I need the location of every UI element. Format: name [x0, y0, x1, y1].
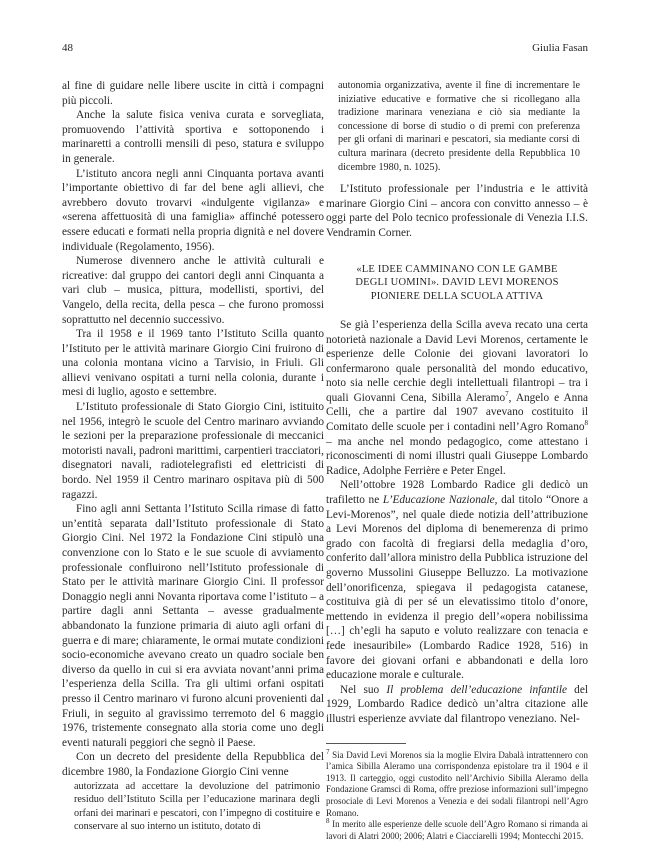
footnote-ref-7[interactable]: 7	[505, 390, 509, 399]
paragraph: al fine di guidare nelle libere uscite in città i compagni più piccoli.	[62, 80, 324, 107]
section-heading-line: DEGLI UOMINI». DAVID LEVI MORENOS	[355, 277, 559, 289]
left-column	[62, 79, 324, 834]
section-heading-line: «LE IDEE CAMMINANO CON LE GAMBE	[356, 263, 558, 275]
paragraph: L’Istituto professionale per l’industria e le attività marinare Giorgio Cini – ancora con convitto annesso – è oggi parte del Polo tecnico professionale di Venezia I.I.S. Vendramin Corner.	[326, 183, 588, 239]
footnote-8: $^8$ In merito alle esperienze delle scuole dell’Agro Romano si rimanda ai lavori di Alatri 2000; 2006; Alatri e Ciacciarelli 1994; Montecchi 2015.	[326, 817, 588, 841]
footnotes	[326, 747, 588, 842]
paragraph: Con un decreto del presidente della Repubblica del dicembre 1980, la Fondazione Giorgio Cini venne	[62, 751, 324, 778]
book-title: Il problema dell’educazione infantile	[386, 683, 567, 696]
right-column	[326, 79, 588, 842]
block-quote: autorizzata ad accettare la devoluzione del patrimonio residuo dell’Istituto Scilla per l’educazione marinara degli orfani dei marinari e pescatori, con l’impegno di costituire e conservare al suo interno un istituto, dotato di	[74, 780, 320, 833]
paragraph: Fino agli anni Settanta l’Istituto Scilla rimase di fatto un’entità separata dall’Istituto professionale di Stato Giorgio Cini. Nel 1972 la Fondazione Cini stipulò una convenzione con lo Stato e le sue scuole di avviamento professionale confluirono nell’Istituto professionale di Stato per le attività marinare Giorgio Cini. Il professor Donaggio negli anni Novanta riportava come l’istituto – a partire dagli anni Settanta – avesse gradualmente abbandonato la funzione primaria di aiuto agli orfani di guerra e di mare; chiaramente, le ormai mutate condizioni socio-economiche avevano creato un quadro sociale ben diverso da quello in cui si era avviata novant’anni prima l’esperienza della Scilla. Tra gli ultimi orfani ospitati presso il Centro marinaro vi furono alcuni provenienti dal Friuli, in seguito al gravissimo terremoto del 6 maggio 1976, tristemente consegnato alla storia come uno degli eventi naturali peggiori che segnò il Paese.	[62, 503, 324, 749]
journal-title: L’Educazione Nazionale	[382, 494, 495, 507]
paragraph: Nell’ottobre 1928 Lombardo Radice gli dedicò un trafiletto ne L’Educazione Nazionale, dal titolo “Onore a Levi-Morenos”, nel quale diede notizia dell’attribuzione a Levi Morenos del diploma di benemerenza di primo grado con facoltà di fregiarsi della medaglia d’oro, conferito dall’allora ministro della Pubblica istruzione del governo Mussolini Giuseppe Belluzzo. La motivazione dell’onorificenza, spiegava il pedagogista catanese, costituiva già di per sé un elevatissimo titolo d’onore, mettendo in evidenza il pregio dell’«opera nobilissima […] ch’egli ha saputo e voluto realizzare con tenacia e fede inesauribile» (Lombardo Radice 1928, 516) in favore dei giovani orfani e abbandonati e della loro educazione morale e culturale.	[326, 479, 588, 682]
footnote-rule	[326, 743, 406, 744]
paragraph: L’istituto ancora negli anni Cinquanta portava avanti l’importante obiettivo di far del bene agli allievi, che avrebbero dovuto trovarvi «indulgente vigilanza» e «serena affettuosità di una famiglia» affinché potessero essere educati e formati nella propria dignità e nel dovere individuale (Regolamento, 1956).	[62, 167, 324, 253]
section-heading-line: PIONIERE DELLA SCUOLA ATTIVA	[370, 291, 544, 303]
page-number: 48	[62, 42, 73, 54]
paragraph: L’Istituto professionale di Stato Giorgio Cini, istituito nel 1956, integrò le scuole del Centro marinaro avviando le sezioni per la preparazione professionale di meccanici motoristi navali, padroni marittimi, carpentieri tracciatori, disegnatori navali, radiotelegrafisti ed elettricisti di bordo. Nel 1959 il Centro marinaro ospitava più di 500 ragazzi.	[62, 401, 324, 501]
section-heading	[326, 263, 588, 304]
paragraph: Nel suo Il problema dell’educazione infantile del 1929, Lombardo Radice dedicò un’altra citazione alle illustri esperienze avviate dal filantropo veneziano. Nel-	[326, 683, 588, 725]
paragraph: Numerose divennero anche le attività culturali e ricreative: dal gruppo dei cantori degli anni Cinquanta a vari club – musica, pittura, modellisti, sportivi, del Vangelo, della recita, della pesca – che furono promossi soprattutto nel decennio successivo.	[62, 255, 324, 326]
paragraph: Anche la salute fisica veniva curata e sorvegliata, promuovendo l’attività sportiva e sottoponendo i marinaretti a controlli mensili di peso, statura e sviluppo in generale.	[62, 109, 324, 165]
paragraph: Se già l’esperienza della Scilla aveva recato una certa notorietà nazionale a David Levi Morenos, certamente le esperienze delle Colonie dei giovani lavoratori lo confermarono quale personalità del mondo educativo, noto sia nelle cerchie degli intellettuali filantropi – tra i quali Giovanni Cena, Sibilla Aleramo$^7$, Angelo e Anna Celli, che a partire dal 1907 avevano costituito il Comitato delle scuole per i contadini nell’Agro Romano$^8$ – ma anche nel mondo pedagogico, come attestano i riconoscimenti di nomi illustri quali Giuseppe Lombardo Radice, Adolphe Ferrière e Peter Engel.	[326, 318, 588, 477]
footnote-7: $^7$ Sia David Levi Morenos sia la moglie Elvira Dabalà intrattennero con l’amica Sibilla Aleramo una corrispondenza epistolare tra il 1904 e il 1913. Il carteggio, oggi custodito nell’Archivio Sibilla Aleramo della Fondazione Gramsci di Roma, offre preziose informazioni sull’impegno prosociale di Levi Morenos a Venezia e dei sodali filantropi nell’Agro Romano.	[326, 747, 588, 818]
block-quote: autonomia organizzativa, avente il fine di incrementare le iniziative educative e formative che si ricollegano alla tradizione marinara veneziana e ciò sia mediante la concessione di borse di studio o di premi con preferenza per gli orfani di marinari e pescatori, sia mediante corsi di cultura marinara (decreto presidente della Repubblica 10 dicembre 1980, n. 1025).	[338, 80, 580, 173]
paragraph: Tra il 1958 e il 1969 tanto l’Istituto Scilla quanto l’Istituto per le attività marinare Giorgio Cini fruirono di una colonia montana vicino a Tarvisio, in Friuli. Gli allievi venivano ospitati a turni nella colonia, durante i mesi di luglio, agosto e settembre.	[62, 328, 324, 399]
footnote-ref-8[interactable]: 8	[584, 419, 588, 428]
running-head-author: Giulia Fasan	[532, 42, 588, 54]
